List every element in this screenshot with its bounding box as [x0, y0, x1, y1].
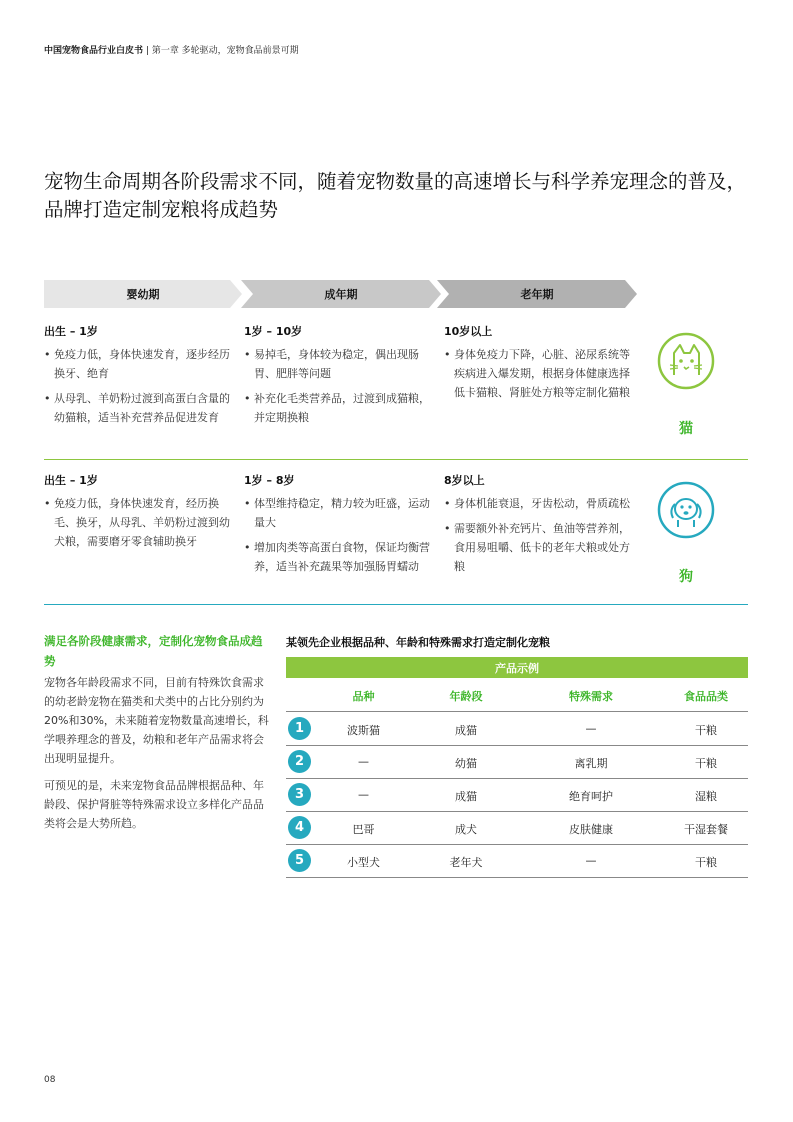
section-divider-dog — [44, 604, 748, 605]
page-number: 08 — [44, 1075, 56, 1085]
sidebar-paragraph-1: 宠物各年龄段需求不同，目前有特殊饮食需求的幼老龄宠物在猫类和犬类中的占比分别约为20%和30%，未来随着宠物数量高速增长，科学喂养理念的普及，幼粮和老年产品需求将会出现明显提升。 — [44, 676, 269, 765]
list-item: • 免疫力低，身体快速发育，逐步经历换牙、绝育 — [44, 345, 240, 383]
phase-adult — [241, 280, 441, 308]
phase-label: 老年期 — [520, 288, 554, 301]
cat-stage-1-title: 出生 – 1岁 — [44, 325, 98, 338]
table-cell: 幼猫 — [455, 757, 477, 770]
table-row — [286, 845, 748, 878]
table-cell: — — [358, 788, 369, 801]
column-header: 品种 — [352, 690, 375, 703]
table-cell: 波斯猫 — [347, 724, 380, 737]
dog-face-icon — [656, 480, 716, 540]
cat-stage-3-list — [444, 345, 630, 408]
chapter-title: 第一章 多轮驱动，宠物食品前景可期 — [151, 46, 299, 56]
table-column-headers — [286, 680, 748, 712]
cat-stage-1-list — [44, 345, 240, 433]
table-row — [286, 779, 748, 812]
row-number-badge: 2 — [288, 750, 311, 773]
sidebar-heading: 满足各阶段健康需求，定制化宠物食品成趋势 — [44, 634, 263, 668]
list-item: • 从母乳、羊奶粉过渡到高蛋白含量的幼猫粮，适当补充营养品促进发育 — [44, 389, 240, 427]
row-number-badge: 1 — [288, 717, 311, 740]
life-stage-arrows — [44, 280, 637, 308]
phase-senior — [437, 280, 637, 308]
table-cell: 离乳期 — [574, 757, 608, 770]
header-separator: | — [145, 46, 149, 56]
table-cell: 湿粮 — [695, 790, 717, 803]
table-cell: — — [585, 722, 597, 735]
dog-stage-1-title: 出生 – 1岁 — [44, 474, 98, 487]
dog-stage-1-list — [44, 494, 230, 557]
row-number-badge: 3 — [288, 783, 311, 806]
cat-label: 猫 — [679, 421, 693, 437]
table-header-bar: 产品示例 — [286, 657, 748, 678]
cat-stage-2-list — [244, 345, 434, 433]
table-cell: 皮肤健康 — [569, 823, 613, 836]
column-header: 年龄段 — [449, 690, 483, 703]
running-header — [44, 43, 299, 56]
table-cell: 干粮 — [695, 757, 717, 770]
table-cell: 干粮 — [695, 724, 717, 737]
dog-stage-2-list — [244, 494, 434, 582]
table-row — [286, 713, 748, 746]
page-headline: 宠物生命周期各阶段需求不同，随着宠物数量的高速增长与科学养宠理念的普及，品牌打造定制宠粮将成趋势 — [44, 170, 747, 221]
column-header: 特殊需求 — [569, 690, 613, 703]
dog-stage-3-list — [444, 494, 630, 582]
sidebar-paragraph-2: 可预见的是，未来宠物食品品牌根据品种、年龄段、保护肾脏等特殊需求设立多样化产品品类将会是大势所趋。 — [44, 779, 264, 830]
list-item: • 易掉毛，身体较为稳定，偶出现肠胃、肥胖等问题 — [244, 345, 434, 383]
table-cell: 小型犬 — [347, 856, 380, 869]
report-title: 中国宠物食品行业白皮书 — [44, 46, 144, 56]
list-item: • 需要额外补充钙片、鱼油等营养剂，食用易咀嚼、低卡的老年犬粮或处方粮 — [444, 519, 630, 576]
row-number-badge: 5 — [288, 849, 311, 872]
table-row — [286, 812, 748, 845]
table-cell: 成猫 — [455, 790, 477, 803]
list-item: • 身体免疫力下降，心脏、泌尿系统等疾病进入爆发期，根据身体健康选择低卡猫粮、肾脏处方粮等定制化猫粮 — [444, 345, 630, 402]
column-header: 食品品类 — [684, 690, 728, 703]
dog-stage-3-title: 8岁以上 — [444, 474, 485, 487]
cat-stage-3-title: 10岁以上 — [444, 325, 493, 338]
table-cell: 成犬 — [455, 823, 477, 836]
table-cell: 巴哥 — [352, 823, 375, 836]
list-item: • 补充化毛类营养品，过渡到成猫粮，并定期换粮 — [244, 389, 434, 427]
phase-infant — [44, 280, 242, 308]
section-divider-cat — [44, 459, 748, 460]
table-cell: — — [358, 755, 369, 768]
table-cell: — — [585, 854, 597, 867]
table-cell: 成猫 — [455, 724, 477, 737]
cat-face-icon — [656, 331, 716, 391]
list-item: • 身体机能衰退，牙齿松动，骨质疏松 — [444, 494, 630, 513]
table-cell: 老年犬 — [449, 856, 483, 869]
table-cell: 干粮 — [695, 856, 717, 869]
dog-stage-2-title: 1岁 – 8岁 — [244, 474, 295, 487]
table-cell: 干湿套餐 — [684, 823, 728, 836]
phase-label: 成年期 — [324, 288, 358, 301]
phase-label: 婴幼期 — [126, 288, 160, 301]
list-item: • 免疫力低，身体快速发育，经历换毛、换牙，从母乳、羊奶粉过渡到幼犬粮，需要磨牙零食辅助换牙 — [44, 494, 230, 551]
cat-stage-2-title: 1岁 – 10岁 — [244, 325, 303, 338]
table-cell: 绝育呵护 — [569, 790, 613, 803]
dog-label: 狗 — [679, 569, 693, 585]
list-item: • 增加肉类等高蛋白食物，保证均衡营养，适当补充蔬果等加强肠胃蠕动 — [244, 538, 434, 576]
table-row — [286, 746, 748, 779]
table-title: 某领先企业根据品种、年龄和特殊需求打造定制化宠粮 — [286, 636, 550, 649]
row-number-badge: 4 — [288, 816, 311, 839]
list-item: • 体型维持稳定，精力较为旺盛，运动量大 — [244, 494, 434, 532]
